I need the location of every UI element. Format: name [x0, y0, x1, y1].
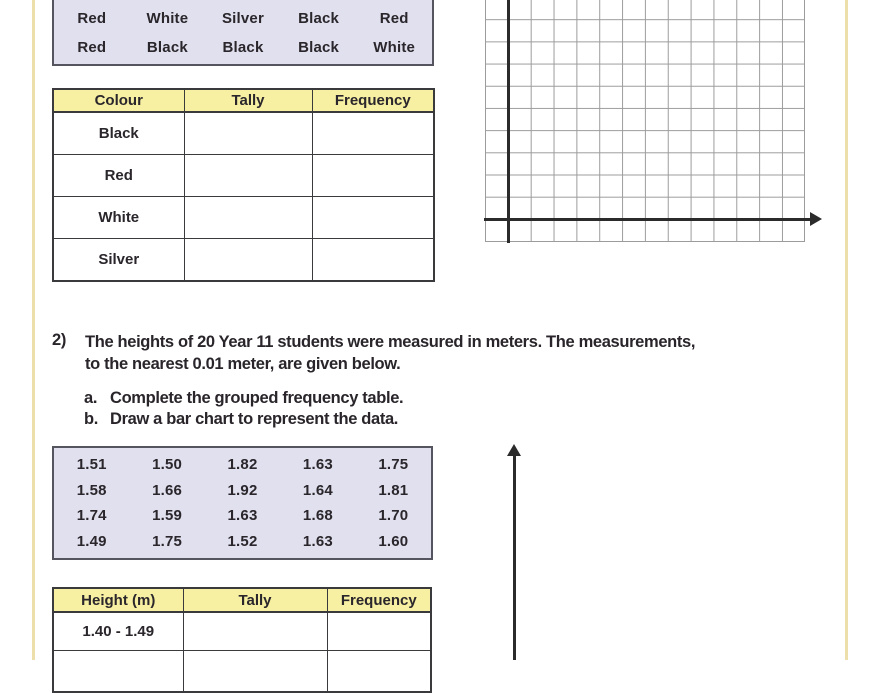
tally-blank-cell [183, 612, 327, 651]
height-value-cell: 1.70 [378, 507, 409, 525]
tally-column-header: Tally [183, 588, 327, 612]
car-colour-cell: Silver [221, 10, 265, 27]
height-value-cell: 1.74 [76, 507, 107, 525]
table-row [53, 155, 434, 197]
tally-blank-cell [184, 239, 312, 282]
frequency-blank-cell [312, 112, 434, 155]
table-row [53, 612, 431, 651]
car-colour-data-table [52, 0, 434, 66]
table-header-row [53, 588, 431, 612]
subquestion-label: b. [84, 410, 98, 428]
height-value-cell: 1.68 [302, 507, 333, 525]
frequency-column-header: Frequency [312, 89, 434, 112]
height-frequency-table [52, 587, 432, 693]
table-row [53, 239, 434, 282]
car-colour-cell: Black [298, 39, 340, 56]
colour-frequency-table [52, 88, 435, 282]
question-text-line: to the nearest 0.01 meter, are given below. [85, 355, 401, 373]
height-value-cell: 1.60 [378, 532, 409, 550]
car-colour-cell: White [373, 39, 416, 56]
car-colour-cell: Red [77, 10, 107, 27]
car-colour-cell: Red [379, 10, 409, 27]
tally-column-header: Tally [184, 89, 312, 112]
q2-bar-chart-y-axis [513, 452, 516, 660]
car-colour-data-row [54, 4, 432, 33]
height-value-cell: 1.75 [152, 532, 183, 550]
page-border-left [32, 0, 35, 660]
height-value-cell: 1.92 [227, 481, 258, 499]
height-value-cell: 1.49 [76, 532, 107, 550]
subquestion-a [84, 388, 812, 409]
height-range-cell [53, 651, 183, 693]
car-colour-cell: Black [298, 10, 340, 27]
height-value-cell: 1.63 [302, 456, 333, 474]
height-column-header: Height (m) [53, 588, 183, 612]
colour-column-header: Colour [53, 89, 184, 112]
frequency-blank-cell [312, 197, 434, 239]
frequency-blank-cell [312, 155, 434, 197]
subquestion-label: a. [84, 389, 98, 407]
heights-data-row [54, 478, 431, 504]
subquestion-b [84, 409, 812, 430]
height-value-cell: 1.63 [302, 532, 333, 550]
height-value-cell: 1.64 [302, 481, 333, 499]
table-header-row [53, 89, 434, 112]
heights-data-row [54, 452, 431, 478]
tally-blank-cell [184, 155, 312, 197]
q1-chart-y-axis [507, 0, 510, 243]
heights-data-table [52, 446, 433, 560]
heights-data-row [54, 503, 431, 529]
car-colour-cell: Red [77, 39, 107, 56]
table-row [53, 112, 434, 155]
car-colour-cell: Black [146, 39, 188, 56]
question-2 [52, 331, 812, 430]
page-border-right [845, 0, 848, 660]
x-axis-arrowhead-icon [810, 212, 822, 226]
height-value-cell: 1.50 [152, 456, 183, 474]
height-value-cell: 1.81 [378, 481, 409, 499]
car-colour-cell: Black [222, 39, 264, 56]
height-value-cell: 1.59 [152, 507, 183, 525]
q1-chart-x-axis [484, 218, 811, 221]
tally-blank-cell [184, 112, 312, 155]
colour-label-cell: White [53, 197, 184, 239]
frequency-blank-cell [327, 612, 431, 651]
height-value-cell: 1.52 [227, 532, 258, 550]
height-range-cell: 1.40 - 1.49 [53, 612, 183, 651]
grid-paper [485, 0, 805, 242]
colour-label-cell: Black [53, 112, 184, 155]
subquestion-text: Draw a bar chart to represent the data. [110, 410, 399, 428]
car-colour-data-row [54, 33, 432, 62]
tally-blank-cell [183, 651, 327, 693]
frequency-blank-cell [327, 651, 431, 693]
height-value-cell: 1.63 [227, 507, 258, 525]
table-row-cropped [53, 651, 431, 693]
heights-data-row [54, 529, 431, 555]
height-value-cell: 1.75 [378, 456, 409, 474]
height-value-cell: 1.82 [227, 456, 258, 474]
colour-label-cell: Silver [53, 239, 184, 282]
frequency-column-header: Frequency [327, 588, 431, 612]
table-row [53, 197, 434, 239]
frequency-blank-cell [312, 239, 434, 282]
question-number: 2) [52, 331, 66, 349]
colour-label-cell: Red [53, 155, 184, 197]
tally-blank-cell [184, 197, 312, 239]
height-value-cell: 1.51 [76, 456, 107, 474]
height-value-cell: 1.66 [152, 481, 183, 499]
height-value-cell: 1.58 [76, 481, 107, 499]
car-colour-cell: White [146, 10, 189, 27]
subquestion-text: Complete the grouped frequency table. [110, 389, 404, 407]
question-text-line: The heights of 20 Year 11 students were measured in meters. The measurements, [85, 333, 696, 351]
